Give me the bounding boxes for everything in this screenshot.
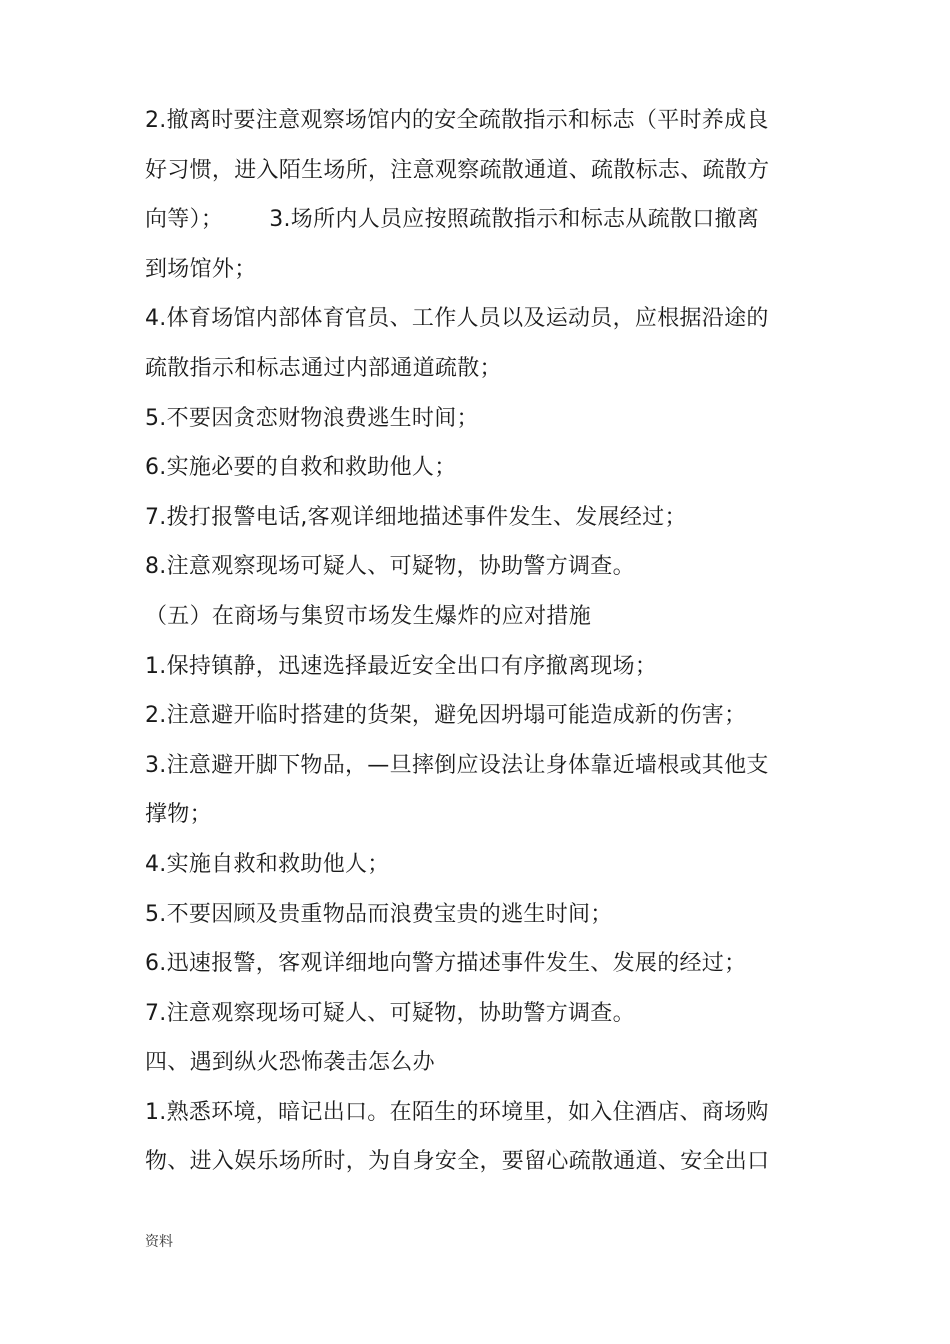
text-segment: 向等）； xyxy=(145,207,224,233)
text-line: 物、进入娱乐场所时，为自身安全，要留心疏散通道、安全出口 xyxy=(145,1149,770,1175)
text-line: 6.实施必要的自救和救助他人； xyxy=(145,455,457,481)
text-line: 撑物； xyxy=(145,802,212,828)
text-line: 7.拨打报警电话,客观详细地描述事件发生、发展经过； xyxy=(145,504,687,530)
section-heading: 四、遇到纵火恐怖袭击怎么办 xyxy=(145,1050,435,1076)
text-line: 8.注意观察现场可疑人、可疑物，协助警方调查。 xyxy=(145,554,635,580)
page-footer: 资料 xyxy=(145,1234,173,1250)
text-segment: 3.场所内人员应按照疏散指示和标志从疏散口撤离 xyxy=(269,207,760,233)
text-line: 1.熟悉环境，暗记出口。在陌生的环境里，如入住酒店、商场购 xyxy=(145,1099,769,1125)
text-line: 7.注意观察现场可疑人、可疑物，协助警方调查。 xyxy=(145,1000,635,1026)
text-line: 4.实施自救和救助他人； xyxy=(145,851,390,877)
text-line: 5.不要因贪恋财物浪费逃生时间； xyxy=(145,405,479,431)
section-heading: （五）在商场与集贸市场发生爆炸的应对措施 xyxy=(145,603,592,629)
text-line: 4.体育场馆内部体育官员、工作人员以及运动员，应根据沿途的 xyxy=(145,306,769,332)
text-line: 到场馆外； xyxy=(145,256,257,282)
document-body xyxy=(145,96,825,1187)
text-line: 6.迅速报警，客观详细地向警方描述事件发生、发展的经过； xyxy=(145,951,747,977)
text-line: 5.不要因顾及贵重物品而浪费宝贵的逃生时间； xyxy=(145,901,613,927)
text-line: 2.注意避开临时搭建的货架，避免因坍塌可能造成新的伤害； xyxy=(145,703,747,729)
text-line: 3.注意避开脚下物品，—旦摔倒应设法让身体靠近墙根或其他支 xyxy=(145,752,769,778)
text-line: 好习惯，进入陌生场所，注意观察疏散通道、疏散标志、疏散方 xyxy=(145,157,770,183)
text-line: 2.撤离时要注意观察场馆内的安全疏散指示和标志（平时养成良 xyxy=(145,108,769,133)
text-line xyxy=(145,195,825,245)
text-line: 1.保持镇静，迅速选择最近安全出口有序撤离现场； xyxy=(145,653,658,679)
text-line: 疏散指示和标志通过内部通道疏散； xyxy=(145,355,502,381)
